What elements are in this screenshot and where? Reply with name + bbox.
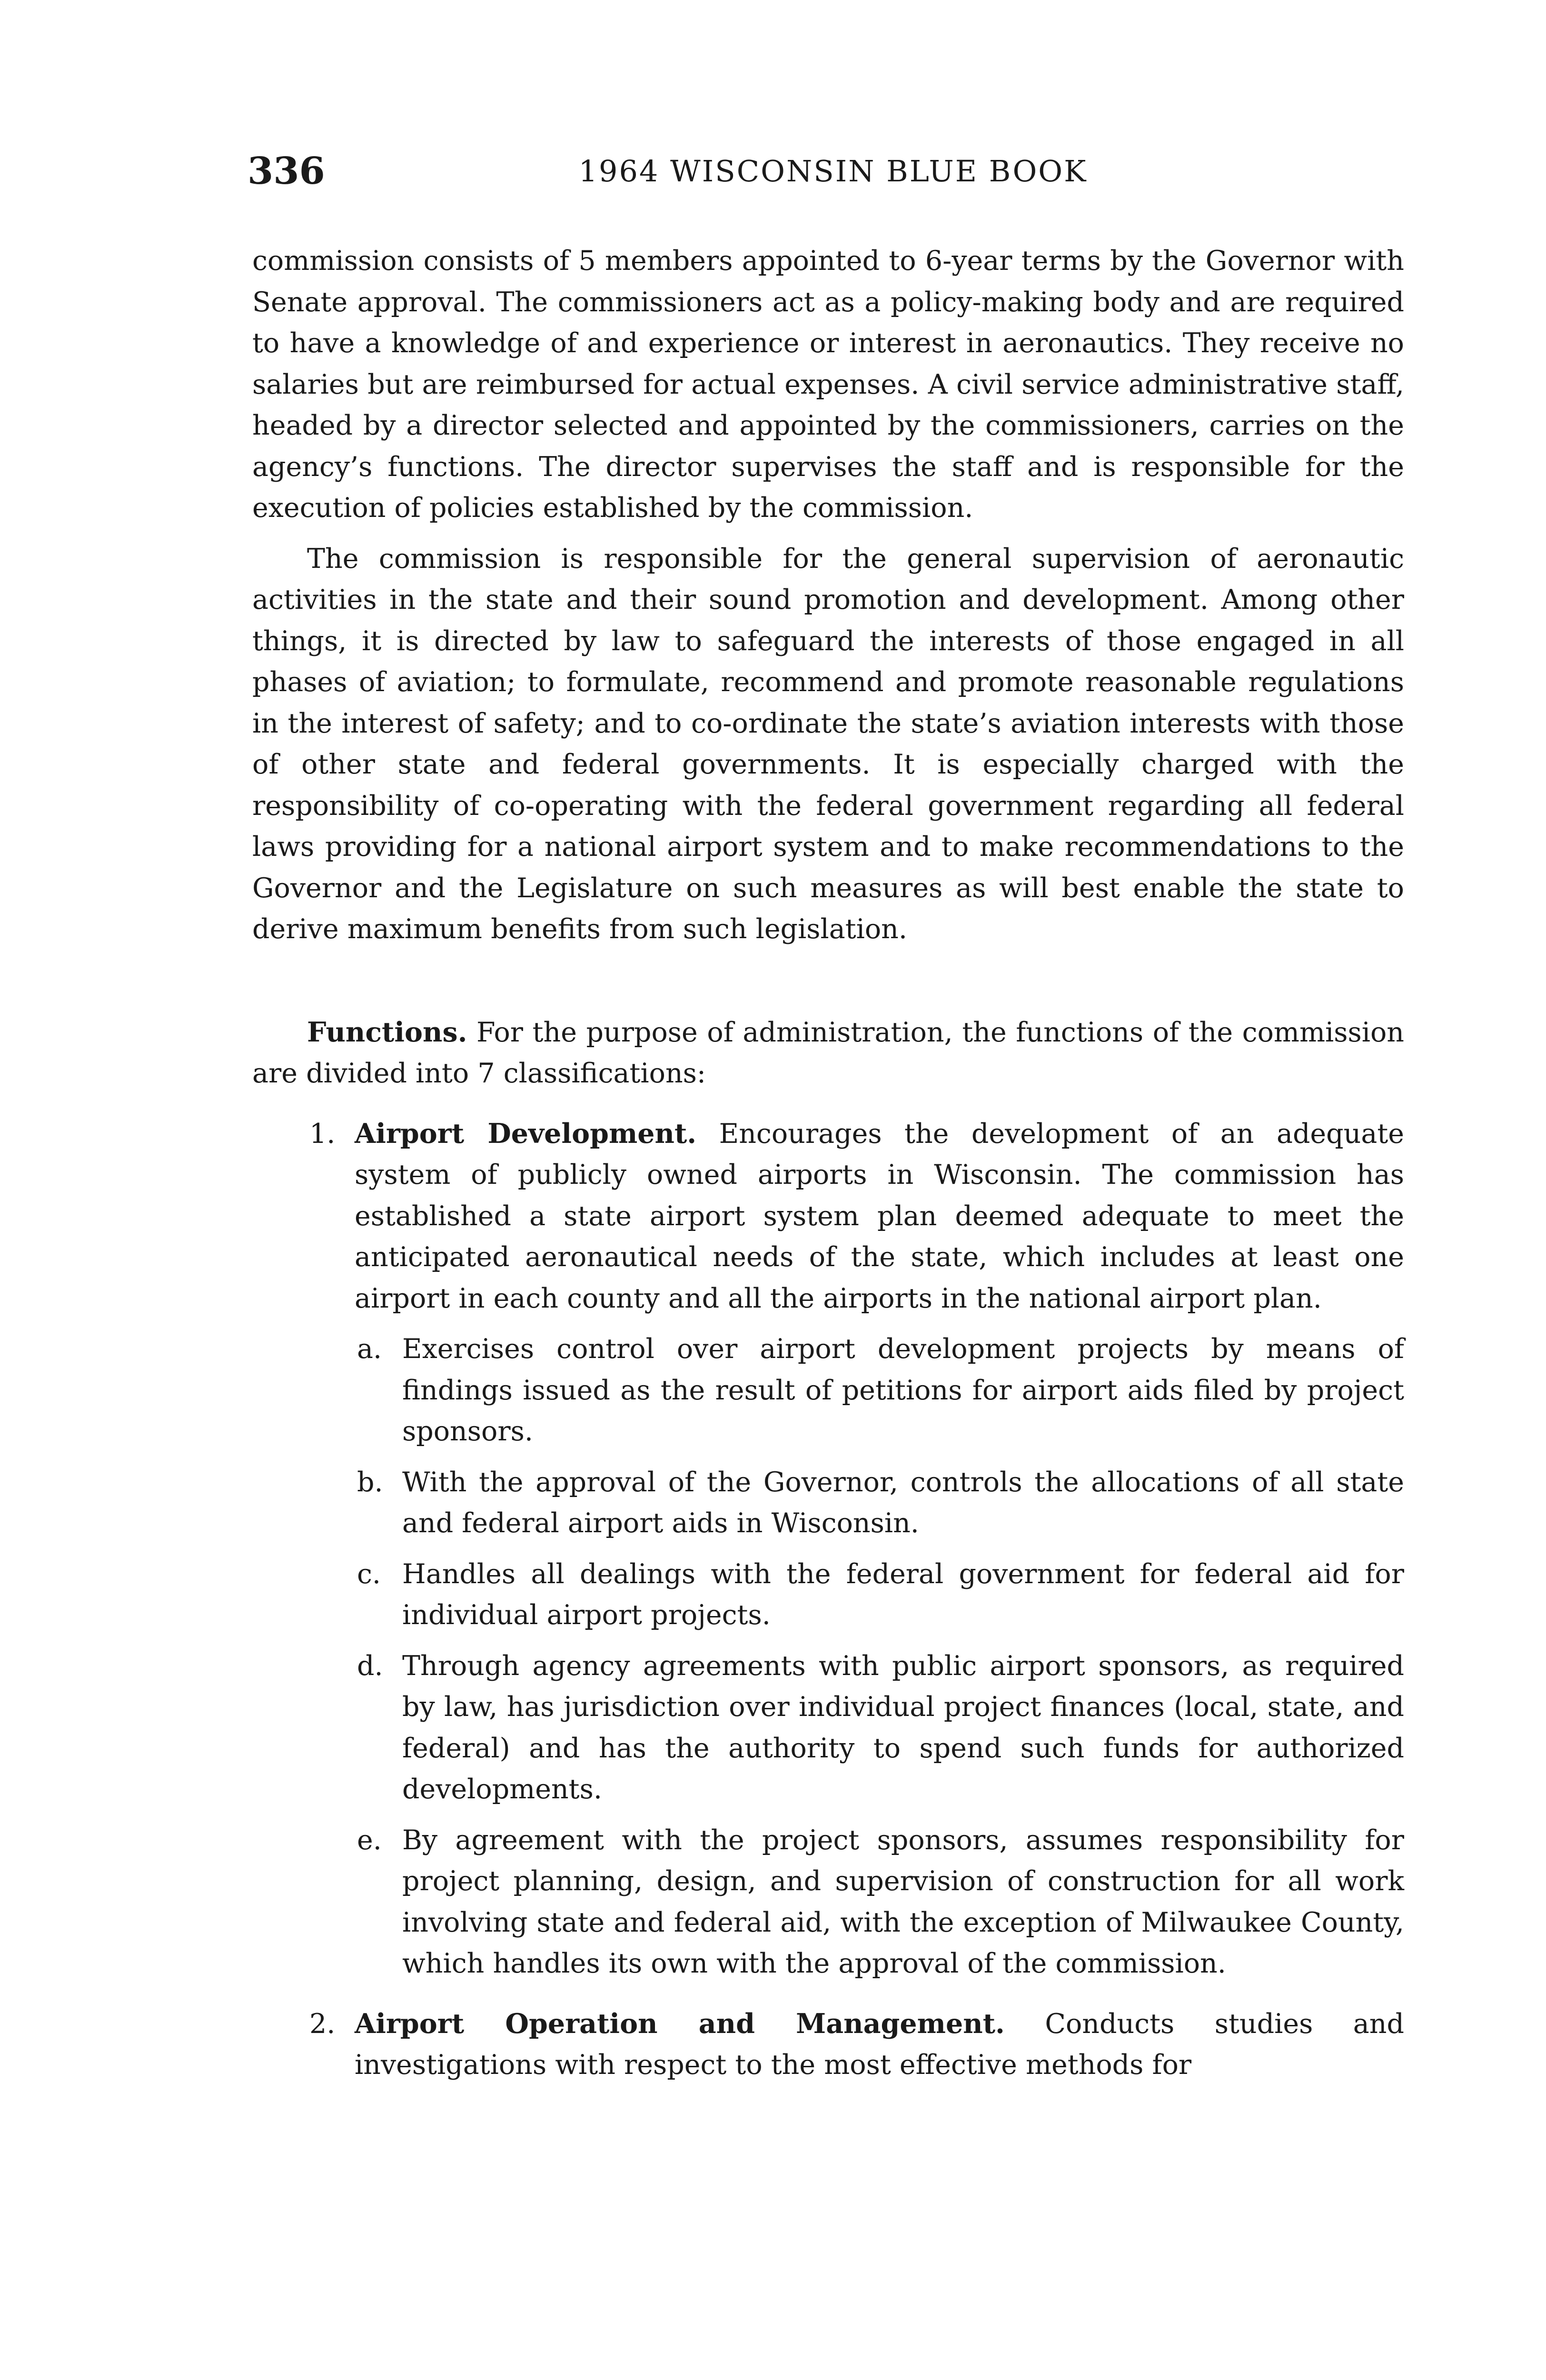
functions-text: For the purpose of administration, the functions of the commission are divided into 7 classifications:: [252, 1016, 1404, 1089]
subitem-e: [357, 1820, 1404, 1984]
item-text: Conducts studies and investigations with respect to the most effective methods for: [355, 2008, 1404, 2081]
classification-item-airport-operation: [309, 2003, 1404, 2086]
page-header: [248, 150, 1418, 193]
functions-heading: Functions.: [307, 1016, 467, 1048]
subitem-letter: c.: [357, 1558, 381, 1590]
subitem-d: [357, 1646, 1404, 1810]
subitem-letter: d.: [357, 1650, 383, 1682]
paragraph-commission-responsibilities: The commission is responsible for the general supervision of aeronautic activities in the state and their sound promotion and development. Among other things, it is directed by law to safeguard the interests of those engaged in all phases of aviation; to formulate, recommend and promote reasonable regulations in the interest of safety; and to co-ordinate the state’s aviation interests with those of other state and federal governments. It is especially charged with the responsibility of co-operating with the federal government regarding all federal laws providing for a national airport system and to make recommendations to the Governor and the Legislature on such measures as will best enable the state to derive maximum benefits from such legislation.: [252, 543, 1404, 945]
subitem-text: With the approval of the Governor, controls the allocations of all state and federal airport aids in Wisconsin.: [402, 1466, 1404, 1539]
paragraph-commission-members: commission consists of 5 members appointed to 6-year terms by the Governor with Senate approval. The commissioners act as a policy-making body and are required to have a knowledge of and experience or interest in aeronautics. They receive no salaries but are reimbursed for actual expenses. A civil service administrative staff, headed by a director selected and appointed by the commissioners, carries on the agency’s functions. The director supervises the staff and is responsible for the execution of policies established by the commission.: [252, 245, 1404, 524]
functions-paragraph: [252, 1012, 1404, 1094]
subitem-letter: e.: [357, 1824, 382, 1856]
item-text: Encourages the development of an adequate system of publicly owned airports in Wisconsin. The commission has established a state airport system plan deemed adequate to meet the anticipated aeronautical needs of the state, which includes at least one airport in each county and all the airports in the national airport plan.: [355, 1118, 1404, 1314]
subitem-letter: b.: [357, 1466, 383, 1498]
subitem-b: [357, 1462, 1404, 1544]
subitem-letter: a.: [357, 1333, 382, 1365]
body-text: [252, 240, 1404, 2086]
subitem-text: Handles all dealings with the federal government for federal aid for individual airport projects.: [402, 1558, 1404, 1631]
running-title: 1964 WISCONSIN BLUE BOOK: [578, 154, 1088, 188]
classification-item-airport-development: [309, 1113, 1404, 1319]
subitem-text: Exercises control over airport development projects by means of findings issued as the result of petitions for airport aids filed by project sponsors.: [402, 1333, 1404, 1447]
subitem-a: [357, 1329, 1404, 1452]
item-number: 2.: [309, 2008, 336, 2040]
subitem-text: Through agency agreements with public airport sponsors, as required by law, has jurisdiction over individual project finances (local, state, and federal) and has the authority to spend such funds for authorized developments.: [402, 1650, 1404, 1805]
subitem-text: By agreement with the project sponsors, assumes responsibility for project planning, design, and supervision of construction for all work involving state and federal aid, with the exception of Milwaukee County, which handles its own with the approval of the commission.: [402, 1824, 1404, 1979]
item-heading: Airport Operation and Management.: [355, 2007, 1005, 2040]
page-number: 336: [248, 149, 325, 193]
item-number: 1.: [309, 1118, 336, 1150]
subitem-c: [357, 1554, 1404, 1636]
item-heading: Airport Development.: [355, 1117, 697, 1150]
